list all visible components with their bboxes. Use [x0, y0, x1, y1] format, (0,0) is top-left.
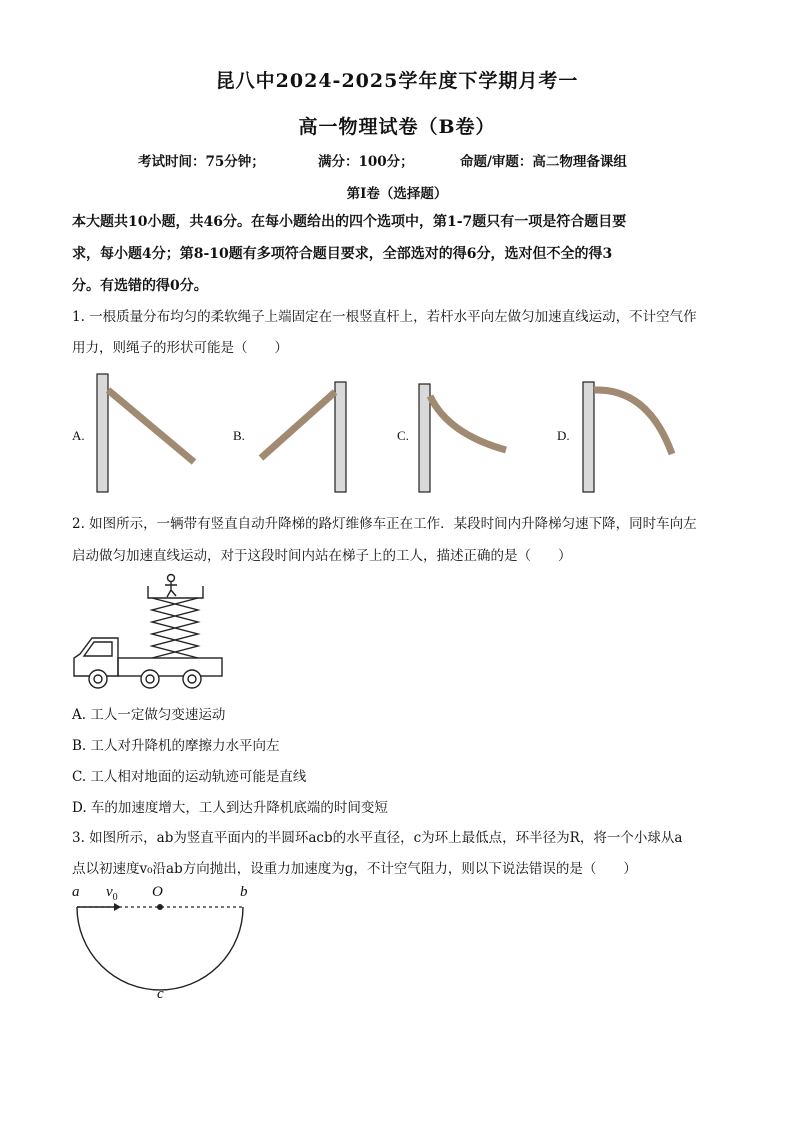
- q2-stem-line-2: 启动做匀加速直线运动，对于这段时间内站在梯子上的工人，描述正确的是（ ）: [72, 548, 572, 564]
- q1-a-rope: [108, 390, 194, 462]
- q1-d-pole: [583, 382, 594, 492]
- q3-center-o: O: [152, 884, 163, 900]
- q1-stem-line-1: 1. 一根质量分布均匀的柔软绳子上端固定在一根竖直杆上，若杆水平向左做匀加速直线运动，不计空气作: [72, 309, 697, 325]
- q2-option-b: B. 工人对升降机的摩擦力水平向左: [72, 738, 280, 754]
- q2-wheel-front: [89, 670, 107, 688]
- q2-scissor-lift: [152, 598, 198, 658]
- exam-title: 昆八中2024-2025学年度下学期月考一: [215, 70, 579, 92]
- q1-a-pole: [97, 374, 108, 492]
- q2-wheel-middle: [141, 670, 159, 688]
- q3-velocity-symbol: v: [106, 884, 113, 900]
- q2-worker-head: [168, 575, 175, 582]
- q3-point-b: b: [240, 884, 248, 900]
- q1-b-pole: [335, 382, 346, 492]
- q1-b-rope: [261, 392, 335, 458]
- q2-worker-body: [165, 581, 177, 597]
- q2-option-c: C. 工人相对地面的运动轨迹可能是直线: [72, 769, 307, 785]
- q2-stem-line-1: 2. 如图所示，一辆带有竖直自动升降梯的路灯维修车正在工作．某段时间内升降梯匀速下降，同时车向左: [72, 516, 697, 532]
- q3-semicircle-figure: [70, 900, 270, 1000]
- q1-option-c-label: C.: [397, 428, 409, 443]
- exam-time: 考试时间：75分钟；: [138, 154, 265, 170]
- q3-stem-line-1: 3. 如图所示，ab为竖直平面内的半圆环acb的水平直径，c为环上最低点，环半径为R，将一个小球从a: [72, 830, 683, 846]
- q3-point-c: c: [157, 986, 164, 1002]
- instructions-line-3: 分。有选错的得0分。: [72, 278, 208, 294]
- q1-rope-figures: [0, 368, 794, 508]
- q1-d-rope: [594, 390, 672, 454]
- q2-option-a: A. 工人一定做匀变速运动: [72, 707, 226, 723]
- instructions-line-2: 求，每小题4分；第8-10题有多项符合题目要求，全部选对的得6分，选对但不全的得3: [72, 246, 613, 262]
- setter: 命题/审题：高二物理备课组: [460, 154, 627, 170]
- q2-truck-figure: [70, 572, 230, 692]
- section-title: 第Ⅰ卷（选择题）: [346, 186, 448, 202]
- q3-point-a: a: [72, 884, 80, 900]
- q1-option-a-label: A.: [72, 428, 85, 443]
- q2-option-d: D. 车的加速度增大，工人到达升降机底端的时间变短: [72, 800, 388, 816]
- instructions-line-1: 本大题共10小题，共46分。在每小题给出的四个选项中，第1-7题只有一项是符合题目要: [72, 214, 627, 230]
- q1-option-b-label: B.: [233, 428, 245, 443]
- q1-stem-line-2: 用力，则绳子的形状可能是（ ）: [72, 340, 288, 356]
- q3-velocity-subscript: 0: [112, 892, 118, 903]
- q3-semicircle-arc: [77, 907, 243, 990]
- section-instructions: [72, 206, 732, 302]
- q2-truck-bed: [118, 658, 222, 676]
- q3-center-dot: [157, 904, 163, 910]
- q1-c-rope: [430, 396, 506, 450]
- q3-arrow-head: [114, 903, 121, 911]
- exam-subtitle: 高一物理试卷（B卷）: [298, 116, 496, 138]
- full-score: 满分：100分；: [318, 154, 414, 170]
- q1-option-d-label: D.: [557, 428, 570, 443]
- q3-stem-line-2: 点以初速度v₀沿ab方向抛出，设重力加速度为g，不计空气阻力，则以下说法错误的是（ ）: [72, 861, 637, 877]
- q2-wheel-rear: [183, 670, 201, 688]
